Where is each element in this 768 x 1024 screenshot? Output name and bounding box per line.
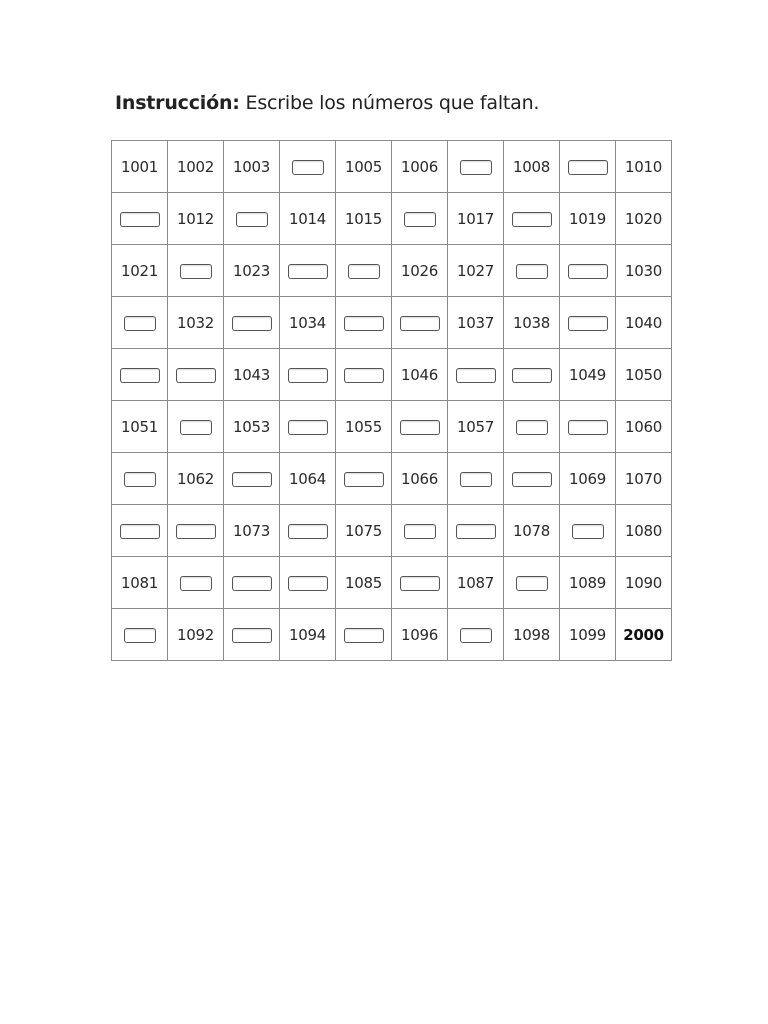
number-cell: 1099: [560, 609, 616, 661]
number-cell: 1002: [168, 141, 224, 193]
number-cell: 1075: [336, 505, 392, 557]
answer-box[interactable]: [344, 368, 384, 383]
blank-cell: [224, 193, 280, 245]
answer-box[interactable]: [120, 368, 160, 383]
blank-cell: [504, 401, 560, 453]
blank-cell: [392, 297, 448, 349]
blank-cell: [448, 453, 504, 505]
grid-row: [112, 141, 672, 193]
number-cell: 1008: [504, 141, 560, 193]
blank-cell: [280, 349, 336, 401]
number-cell: 1040: [616, 297, 672, 349]
number-cell: 1037: [448, 297, 504, 349]
number-cell: 1003: [224, 141, 280, 193]
number-cell: 1080: [616, 505, 672, 557]
blank-cell: [504, 453, 560, 505]
number-cell: 1006: [392, 141, 448, 193]
number-cell: 1014: [280, 193, 336, 245]
answer-box[interactable]: [232, 576, 272, 591]
number-cell: 1005: [336, 141, 392, 193]
blank-cell: [112, 453, 168, 505]
blank-cell: [560, 297, 616, 349]
number-cell: 1053: [224, 401, 280, 453]
answer-box[interactable]: [124, 628, 156, 643]
blank-cell: [280, 141, 336, 193]
answer-box[interactable]: [516, 420, 548, 435]
number-cell: 1049: [560, 349, 616, 401]
blank-cell: [560, 401, 616, 453]
number-cell: 1021: [112, 245, 168, 297]
answer-box[interactable]: [456, 524, 496, 539]
answer-box[interactable]: [400, 576, 440, 591]
answer-box[interactable]: [400, 420, 440, 435]
number-cell: 1078: [504, 505, 560, 557]
blank-cell: [392, 557, 448, 609]
blank-cell: [392, 401, 448, 453]
blank-cell: [560, 505, 616, 557]
number-cell: 1094: [280, 609, 336, 661]
blank-cell: [504, 245, 560, 297]
answer-box[interactable]: [568, 160, 608, 175]
grid-row: [112, 297, 672, 349]
number-cell: 1066: [392, 453, 448, 505]
blank-cell: [280, 401, 336, 453]
number-cell: 1043: [224, 349, 280, 401]
answer-box[interactable]: [180, 576, 212, 591]
number-cell: 1096: [392, 609, 448, 661]
grid-row: [112, 453, 672, 505]
number-cell: 1090: [616, 557, 672, 609]
answer-box[interactable]: [404, 524, 436, 539]
number-cell: 1062: [168, 453, 224, 505]
number-cell: 1070: [616, 453, 672, 505]
answer-box[interactable]: [120, 524, 160, 539]
answer-box[interactable]: [460, 160, 492, 175]
number-cell: 1081: [112, 557, 168, 609]
answer-box[interactable]: [288, 576, 328, 591]
blank-cell: [112, 349, 168, 401]
number-cell: 1060: [616, 401, 672, 453]
blank-cell: [560, 141, 616, 193]
blank-cell: [336, 609, 392, 661]
blank-cell: [112, 505, 168, 557]
number-cell: 1012: [168, 193, 224, 245]
number-cell: 1032: [168, 297, 224, 349]
answer-box[interactable]: [176, 524, 216, 539]
answer-box[interactable]: [180, 420, 212, 435]
grid-row: [112, 401, 672, 453]
instruction-label: Instrucción:: [115, 92, 240, 114]
number-cell: 1085: [336, 557, 392, 609]
answer-box[interactable]: [460, 628, 492, 643]
number-cell: 1051: [112, 401, 168, 453]
answer-box[interactable]: [568, 316, 608, 331]
number-cell: 1050: [616, 349, 672, 401]
answer-box[interactable]: [232, 316, 272, 331]
answer-box[interactable]: [288, 524, 328, 539]
answer-box[interactable]: [232, 628, 272, 643]
blank-cell: [392, 505, 448, 557]
blank-cell: [560, 245, 616, 297]
blank-cell: [336, 245, 392, 297]
answer-box[interactable]: [516, 576, 548, 591]
blank-cell: [336, 297, 392, 349]
answer-box[interactable]: [236, 212, 268, 227]
number-cell: 1019: [560, 193, 616, 245]
blank-cell: [168, 349, 224, 401]
number-cell: 1034: [280, 297, 336, 349]
answer-box[interactable]: [176, 368, 216, 383]
number-cell: 1092: [168, 609, 224, 661]
number-cell: 1087: [448, 557, 504, 609]
blank-cell: [168, 245, 224, 297]
blank-cell: [336, 453, 392, 505]
blank-cell: [112, 297, 168, 349]
blank-cell: [504, 349, 560, 401]
blank-cell: [504, 193, 560, 245]
number-cell: 1023: [224, 245, 280, 297]
blank-cell: [280, 505, 336, 557]
answer-box[interactable]: [344, 628, 384, 643]
answer-box[interactable]: [180, 264, 212, 279]
answer-box[interactable]: [120, 212, 160, 227]
number-cell: 1055: [336, 401, 392, 453]
grid-row: [112, 193, 672, 245]
answer-box[interactable]: [124, 316, 156, 331]
instruction-text: Escribe los números que faltan.: [239, 92, 540, 114]
blank-cell: [112, 609, 168, 661]
number-grid-body: [112, 141, 672, 661]
blank-cell: [224, 297, 280, 349]
blank-cell: [448, 505, 504, 557]
answer-box[interactable]: [404, 212, 436, 227]
number-cell: 2000: [616, 609, 672, 661]
number-cell: 1046: [392, 349, 448, 401]
answer-box[interactable]: [348, 264, 380, 279]
blank-cell: [448, 141, 504, 193]
number-cell: 1089: [560, 557, 616, 609]
number-cell: 1064: [280, 453, 336, 505]
number-cell: 1098: [504, 609, 560, 661]
number-cell: 1057: [448, 401, 504, 453]
grid-row: [112, 349, 672, 401]
answer-box[interactable]: [292, 160, 324, 175]
instruction-line: [115, 92, 539, 114]
number-cell: 1001: [112, 141, 168, 193]
blank-cell: [168, 401, 224, 453]
number-grid: [111, 140, 672, 661]
answer-box[interactable]: [516, 264, 548, 279]
number-cell: 1038: [504, 297, 560, 349]
answer-box[interactable]: [572, 524, 604, 539]
answer-box[interactable]: [344, 316, 384, 331]
number-cell: 1020: [616, 193, 672, 245]
grid-row: [112, 245, 672, 297]
blank-cell: [280, 557, 336, 609]
grid-row: [112, 609, 672, 661]
grid-row: [112, 505, 672, 557]
number-cell: 1010: [616, 141, 672, 193]
blank-cell: [168, 557, 224, 609]
number-cell: 1073: [224, 505, 280, 557]
answer-box[interactable]: [512, 472, 552, 487]
answer-box[interactable]: [568, 420, 608, 435]
blank-cell: [392, 193, 448, 245]
number-cell: 1027: [448, 245, 504, 297]
grid-row: [112, 557, 672, 609]
answer-box[interactable]: [512, 368, 552, 383]
blank-cell: [448, 349, 504, 401]
blank-cell: [224, 609, 280, 661]
number-cell: 1030: [616, 245, 672, 297]
answer-box[interactable]: [456, 368, 496, 383]
answer-box[interactable]: [288, 420, 328, 435]
blank-cell: [168, 505, 224, 557]
answer-box[interactable]: [460, 472, 492, 487]
answer-box[interactable]: [288, 264, 328, 279]
number-cell: 1015: [336, 193, 392, 245]
answer-box[interactable]: [512, 212, 552, 227]
blank-cell: [112, 193, 168, 245]
answer-box[interactable]: [400, 316, 440, 331]
number-cell: 1026: [392, 245, 448, 297]
blank-cell: [280, 245, 336, 297]
answer-box[interactable]: [232, 472, 272, 487]
number-cell: 1017: [448, 193, 504, 245]
blank-cell: [224, 557, 280, 609]
answer-box[interactable]: [124, 472, 156, 487]
answer-box[interactable]: [344, 472, 384, 487]
blank-cell: [448, 609, 504, 661]
answer-box[interactable]: [568, 264, 608, 279]
answer-box[interactable]: [288, 368, 328, 383]
blank-cell: [336, 349, 392, 401]
blank-cell: [224, 453, 280, 505]
blank-cell: [504, 557, 560, 609]
number-cell: 1069: [560, 453, 616, 505]
